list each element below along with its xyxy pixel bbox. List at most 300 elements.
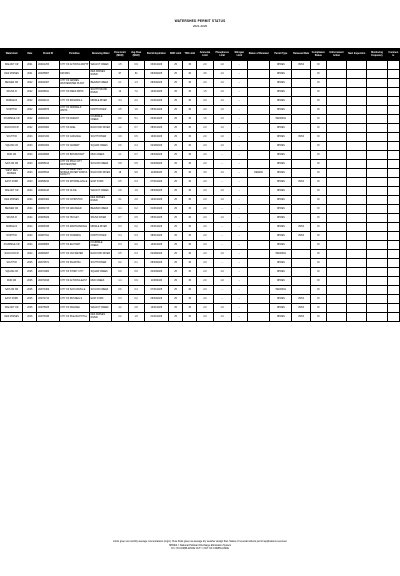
table-cell (292, 160, 310, 169)
table-cell: 25 (169, 178, 183, 187)
table-cell: 01/31/2026 (144, 313, 168, 322)
table-cell: SQUAW CREEK (90, 268, 112, 277)
table-cell: 0.9 (112, 268, 128, 277)
table-cell (347, 160, 367, 169)
table-cell (292, 286, 310, 295)
table-cell (247, 79, 269, 88)
table-cell: 25 (169, 133, 183, 142)
table-cell: IA0075025 (37, 304, 59, 313)
table-cell (247, 196, 269, 205)
table-cell: SOUTH R (1, 259, 23, 268)
table-cell: 1.0 (213, 70, 231, 79)
table-cell: IA0058210 (37, 178, 59, 187)
table-cell (367, 313, 387, 322)
table-row (1, 295, 400, 304)
table-cell: 01/31/2026 (144, 97, 168, 106)
table-cell: NPDES (270, 241, 292, 250)
table-cell: PENDING (270, 115, 292, 124)
table-cell (367, 124, 387, 133)
table-cell: FOURMILE CR (1, 115, 23, 124)
table-cell (326, 295, 346, 304)
table-cell: IN (310, 106, 326, 115)
table-cell: SKUNK R (1, 88, 23, 97)
table-cell: WALNUT CR (1, 187, 23, 196)
table-row (1, 232, 400, 241)
table-cell: 4.2 (112, 304, 128, 313)
table-cell: 1.0 (213, 169, 231, 178)
column-header: Phosphorus Limit (213, 49, 231, 61)
table-cell (247, 70, 269, 79)
table-cell: 25 (169, 205, 183, 214)
table-cell: CITY OF MITCHELLVILLE (59, 178, 89, 187)
table-cell (292, 70, 310, 79)
table-cell (387, 214, 399, 223)
table-cell (387, 142, 399, 151)
table-cell: -- (231, 304, 247, 313)
table-cell: CITY OF CLIVE (59, 187, 89, 196)
table-cell: NPDES (270, 214, 292, 223)
table-cell: WALNUT CR (1, 304, 23, 313)
table-cell (347, 268, 367, 277)
table-cell: 05/04 (292, 313, 310, 322)
column-header: Status of Renewal (247, 49, 269, 61)
table-cell: 30 (183, 70, 197, 79)
table-cell: -- (231, 133, 247, 142)
table-cell: 30 (183, 313, 197, 322)
table-cell (292, 106, 310, 115)
table-cell (347, 250, 367, 259)
table-cell: NPDES (270, 70, 292, 79)
table-cell: 07/31/2026 (144, 178, 168, 187)
table-cell (387, 151, 399, 160)
table-cell: 2023 (23, 169, 37, 178)
column-header: Flow Limit (MGD) (112, 49, 128, 61)
table-cell: -- (231, 97, 247, 106)
table-cell: RACCOON RIVER (90, 124, 112, 133)
table-row (1, 286, 400, 295)
table-cell: 2023 (23, 142, 37, 151)
column-header: Receiving Water (90, 49, 112, 61)
table-cell: IN (310, 151, 326, 160)
table-row (1, 160, 400, 169)
table-cell: CITY OF VAN METER (59, 250, 89, 259)
table-cell: 1.0 (213, 97, 231, 106)
table-cell: -- (231, 115, 247, 124)
column-header: Monitoring Frequency (367, 49, 387, 61)
page-subtitle: 2021-2026 (192, 24, 208, 28)
table-cell (326, 268, 346, 277)
table-row (1, 70, 400, 79)
table-cell: IN (310, 61, 326, 70)
table-cell (387, 178, 399, 187)
table-cell: NORTH RIVER (90, 232, 112, 241)
table-cell: SAYLOR CR (1, 286, 23, 295)
table-cell: 25 (169, 259, 183, 268)
table-cell (326, 169, 346, 178)
table-cell (292, 151, 310, 160)
table-cell: EAST FORK (90, 295, 112, 304)
table-cell: NORTH RIVER (90, 106, 112, 115)
table-cell: IA0039875 (37, 106, 59, 115)
table-cell: 0.4 (112, 205, 128, 214)
table-cell: 2025 (23, 286, 37, 295)
table-cell: 2.0 (197, 106, 213, 115)
table-cell: 10/31/2026 (144, 133, 168, 142)
table-header-row (1, 49, 400, 61)
table-cell: 2.0 (197, 61, 213, 70)
table-cell: IN (310, 97, 326, 106)
table-cell: NPDES (270, 106, 292, 115)
table-cell: 2.0 (197, 313, 213, 322)
table-cell: -- (231, 169, 247, 178)
table-cell: CITY OF ALTOONA EAST (59, 277, 89, 286)
table-cell: PENDING (270, 250, 292, 259)
table-cell (347, 133, 367, 142)
table-cell: 0.3 (128, 250, 144, 259)
table-cell (292, 187, 310, 196)
column-header: Nitrogen Limit (231, 49, 247, 61)
table-cell: 3.4 (112, 97, 128, 106)
table-cell: WALNUT CREEK (90, 61, 112, 70)
table-cell: 1.0 (213, 124, 231, 133)
table-cell: 25 (169, 106, 183, 115)
table-cell (367, 88, 387, 97)
table-cell: IA0047220 (37, 133, 59, 142)
table-cell: IN (310, 169, 326, 178)
table-cell (347, 205, 367, 214)
table-cell: -- (231, 223, 247, 232)
table-cell: NORTH R (1, 106, 23, 115)
table-cell: IA0036544 (37, 169, 59, 178)
table-cell: 30 (183, 79, 197, 88)
table-cell: 18 (112, 169, 128, 178)
table-cell: -- (231, 196, 247, 205)
table-cell: 0.4 (112, 232, 128, 241)
table-cell: -- (231, 124, 247, 133)
table-cell: 1.2 (112, 124, 128, 133)
table-cell: 25 (169, 286, 183, 295)
table-cell: 2.8 (128, 304, 144, 313)
table-cell (367, 115, 387, 124)
table-cell: 25 (169, 142, 183, 151)
table-cell: 30 (183, 268, 197, 277)
table-cell: -- (231, 106, 247, 115)
table-cell: WALNUT CR (1, 61, 23, 70)
footnote-line: Limits given as monthly average concentrations (mg/L). Flow limits given as average dry weather design flow. Status of renewal reflects permit applications received. (112, 540, 288, 543)
table-cell: SQUAW CR (1, 268, 23, 277)
table-cell: IA0070571 (37, 259, 59, 268)
table-cell (367, 268, 387, 277)
table-cell (367, 151, 387, 160)
table-cell: CITY OF HUXLEY (59, 214, 89, 223)
table-cell: 02/28/2026 (144, 142, 168, 151)
table-cell: 30 (183, 241, 197, 250)
column-header: TSS Limit (183, 49, 197, 61)
table-cell: IA0051662 (37, 142, 59, 151)
table-cell: 0.2 (128, 205, 144, 214)
table-cell: 2.0 (197, 124, 213, 133)
table-cell (247, 241, 269, 250)
table-cell: NPDES (270, 178, 292, 187)
table-cell: 2.0 (197, 151, 213, 160)
table-cell: NPDES (270, 313, 292, 322)
table-cell (387, 241, 399, 250)
table-cell (247, 268, 269, 277)
table-cell: 2.0 (197, 277, 213, 286)
table-cell (292, 241, 310, 250)
table-cell: 2025 (23, 304, 37, 313)
table-cell: -- (231, 142, 247, 151)
table-cell: -- (213, 205, 231, 214)
table-cell: NORTH R (1, 232, 23, 241)
table-cell: SAYLOR CREEK (90, 160, 112, 169)
table-cell: 2024 (23, 196, 37, 205)
table-cell (387, 259, 399, 268)
table-row (1, 241, 400, 250)
table-cell: 1.0 (213, 268, 231, 277)
table-cell: 2.0 (197, 133, 213, 142)
table-cell: SKUNK RIVER (90, 214, 112, 223)
table-cell (367, 286, 387, 295)
table-cell: NPDES (270, 142, 292, 151)
table-cell: -- (231, 286, 247, 295)
column-header: Comments (387, 49, 399, 61)
table-cell: NPDES (270, 169, 292, 178)
table-cell (347, 214, 367, 223)
table-cell: IN (310, 241, 326, 250)
table-cell (247, 250, 269, 259)
table-cell: CITY OF ALTOONA WWTP (59, 61, 89, 70)
table-cell: SAYLOR CR (1, 160, 23, 169)
table-cell (367, 250, 387, 259)
table-cell: CITY OF WAUKEE (59, 304, 89, 313)
table-cell (292, 268, 310, 277)
column-header: Permit ID (37, 49, 59, 61)
table-cell (247, 106, 269, 115)
table-cell: 2.0 (197, 160, 213, 169)
table-cell: 25 (169, 187, 183, 196)
table-cell: 06/30/2026 (144, 259, 168, 268)
table-cell (247, 133, 269, 142)
table-cell: 1.0 (213, 196, 231, 205)
table-cell: -- (213, 160, 231, 169)
table-cell: PENDING (270, 286, 292, 295)
table-cell: 25 (169, 223, 183, 232)
table-cell (347, 88, 367, 97)
table-cell (247, 214, 269, 223)
table-cell: 30 (183, 151, 197, 160)
table-cell: CITY OF AMES WPCF (59, 88, 89, 97)
table-cell: 30 (183, 160, 197, 169)
table-cell (326, 196, 346, 205)
table-cell: SOUTH RIVER (90, 133, 112, 142)
table-row (1, 142, 400, 151)
table-cell (326, 286, 346, 295)
table-cell (367, 205, 387, 214)
table-cell: MIDDLE R (1, 97, 23, 106)
table-cell (292, 169, 310, 178)
table-cell (367, 304, 387, 313)
table-cell: NPDES (270, 187, 292, 196)
table-cell: 0.5 (128, 160, 144, 169)
table-cell: BEAVER CREEK (90, 79, 112, 88)
table-cell: 25 (169, 88, 183, 97)
table-cell: IN (310, 124, 326, 133)
table-cell: CITY OF WEST DES MOINES WATER WORKS FACILITY (59, 169, 89, 178)
table-cell (326, 205, 346, 214)
column-header: Date (23, 49, 37, 61)
table-cell: 0.6 (112, 142, 128, 151)
column-header: BOD Limit (169, 49, 183, 61)
table-cell: 25 (169, 295, 183, 304)
table-cell: 30 (183, 304, 197, 313)
table-cell: 0.3 (112, 241, 128, 250)
table-cell (367, 169, 387, 178)
table-cell (247, 115, 269, 124)
table-cell: NPDES (270, 259, 292, 268)
table-row (1, 115, 400, 124)
table-cell: 30 (183, 295, 197, 304)
table-cell: -- (213, 151, 231, 160)
table-cell: 25 (169, 232, 183, 241)
table-cell: NPDES (270, 160, 292, 169)
table-cell (326, 304, 346, 313)
table-cell: 25 (169, 160, 183, 169)
table-cell (347, 259, 367, 268)
table-cell (367, 232, 387, 241)
table-cell (247, 178, 269, 187)
table-cell (247, 97, 269, 106)
table-cell: IN (310, 304, 326, 313)
table-cell (367, 61, 387, 70)
table-cell (326, 70, 346, 79)
table-cell: BEAVER CR (1, 205, 23, 214)
table-cell: 1.0 (213, 88, 231, 97)
table-cell (347, 79, 367, 88)
table-cell (292, 88, 310, 97)
table-row (1, 88, 400, 97)
table-cell (367, 160, 387, 169)
table-cell: CITY OF POLK CITY WASTEWATER (59, 160, 89, 169)
table-cell: 25 (169, 61, 183, 70)
table-cell: IA0061204 (37, 115, 59, 124)
table-cell: 2024 (23, 223, 37, 232)
table-cell: 30 (183, 178, 197, 187)
table-cell: IA0042307 (37, 79, 59, 88)
table-cell (367, 295, 387, 304)
table-cell (347, 232, 367, 241)
table-cell (326, 277, 346, 286)
table-cell (347, 106, 367, 115)
table-cell: 2021 (23, 61, 37, 70)
table-cell: 30 (183, 88, 197, 97)
table-cell: 2024 (23, 187, 37, 196)
table-cell: NPDES (270, 304, 292, 313)
table-cell (347, 286, 367, 295)
table-row (1, 151, 400, 160)
table-cell: -- (213, 223, 231, 232)
table-cell (367, 70, 387, 79)
table-cell: 0.2 (128, 295, 144, 304)
table-cell: WEST DES MOINES (1, 169, 23, 178)
table-cell: IN (310, 88, 326, 97)
table-cell: EAST FORK (1, 295, 23, 304)
table-cell: 05/04 (292, 304, 310, 313)
table-cell: 0.5 (128, 133, 144, 142)
table-cell (292, 79, 310, 88)
table-cell: 25 (169, 124, 183, 133)
table-cell: -- (213, 178, 231, 187)
table-cell (347, 115, 367, 124)
table-cell: 2025 (23, 259, 37, 268)
table-cell (247, 88, 269, 97)
table-cell: NPDES (270, 97, 292, 106)
table-cell (347, 187, 367, 196)
table-cell: 30 (183, 223, 197, 232)
table-cell: IA0046893 (37, 151, 59, 160)
table-cell (247, 259, 269, 268)
table-cell: -- (231, 295, 247, 304)
table-cell: -- (213, 232, 231, 241)
table-cell: 2023 (23, 178, 37, 187)
table-cell: BEAVER CREEK (90, 205, 112, 214)
table-cell (326, 88, 346, 97)
table-cell: IN (310, 160, 326, 169)
table-cell: 0.5 (112, 250, 128, 259)
table-cell: 0.8 (112, 160, 128, 169)
table-cell (326, 214, 346, 223)
table-cell (247, 223, 269, 232)
table-cell (326, 259, 346, 268)
table-cell: 30 (183, 133, 197, 142)
table-cell: 0.4 (128, 286, 144, 295)
table-cell: 30 (183, 115, 197, 124)
table-cell: IA0062118 (37, 187, 59, 196)
table-cell (387, 295, 399, 304)
table-cell: 2024 (23, 205, 37, 214)
table-cell: -- (231, 268, 247, 277)
table-cell: CITY OF CARLISLE (59, 133, 89, 142)
table-cell: IN (310, 142, 326, 151)
table-cell: MUD CREEK (90, 277, 112, 286)
table-cell: 0.7 (128, 151, 144, 160)
table-cell (387, 232, 399, 241)
table-cell: 05/04 (292, 133, 310, 142)
column-header: Permit Expiration (144, 49, 168, 61)
table-cell: 2022 (23, 97, 37, 106)
table-cell: SOUTH RIVER (90, 259, 112, 268)
table-cell: MUD CR (1, 277, 23, 286)
table-cell: -- (231, 151, 247, 160)
table-cell: WALNUT CREEK (90, 187, 112, 196)
table-row (1, 79, 400, 88)
table-cell: 05/04 (292, 61, 310, 70)
table-cell: 30 (183, 142, 197, 151)
table-cell: 0.6 (128, 268, 144, 277)
table-cell: 30 (183, 232, 197, 241)
table-cell: 08/31/2026 (144, 124, 168, 133)
table-cell: FOURMILE CREEK (90, 115, 112, 124)
table-cell: DES MOINES (1, 313, 23, 322)
table-cell: 25 (169, 79, 183, 88)
table-cell (347, 151, 367, 160)
table-cell (326, 313, 346, 322)
table-cell: 03/31/2026 (144, 61, 168, 70)
table-cell: 30 (183, 205, 197, 214)
table-cell: 2021 (23, 70, 37, 79)
table-cell: MIDDLE R (1, 223, 23, 232)
table-cell: 05/04 (292, 223, 310, 232)
